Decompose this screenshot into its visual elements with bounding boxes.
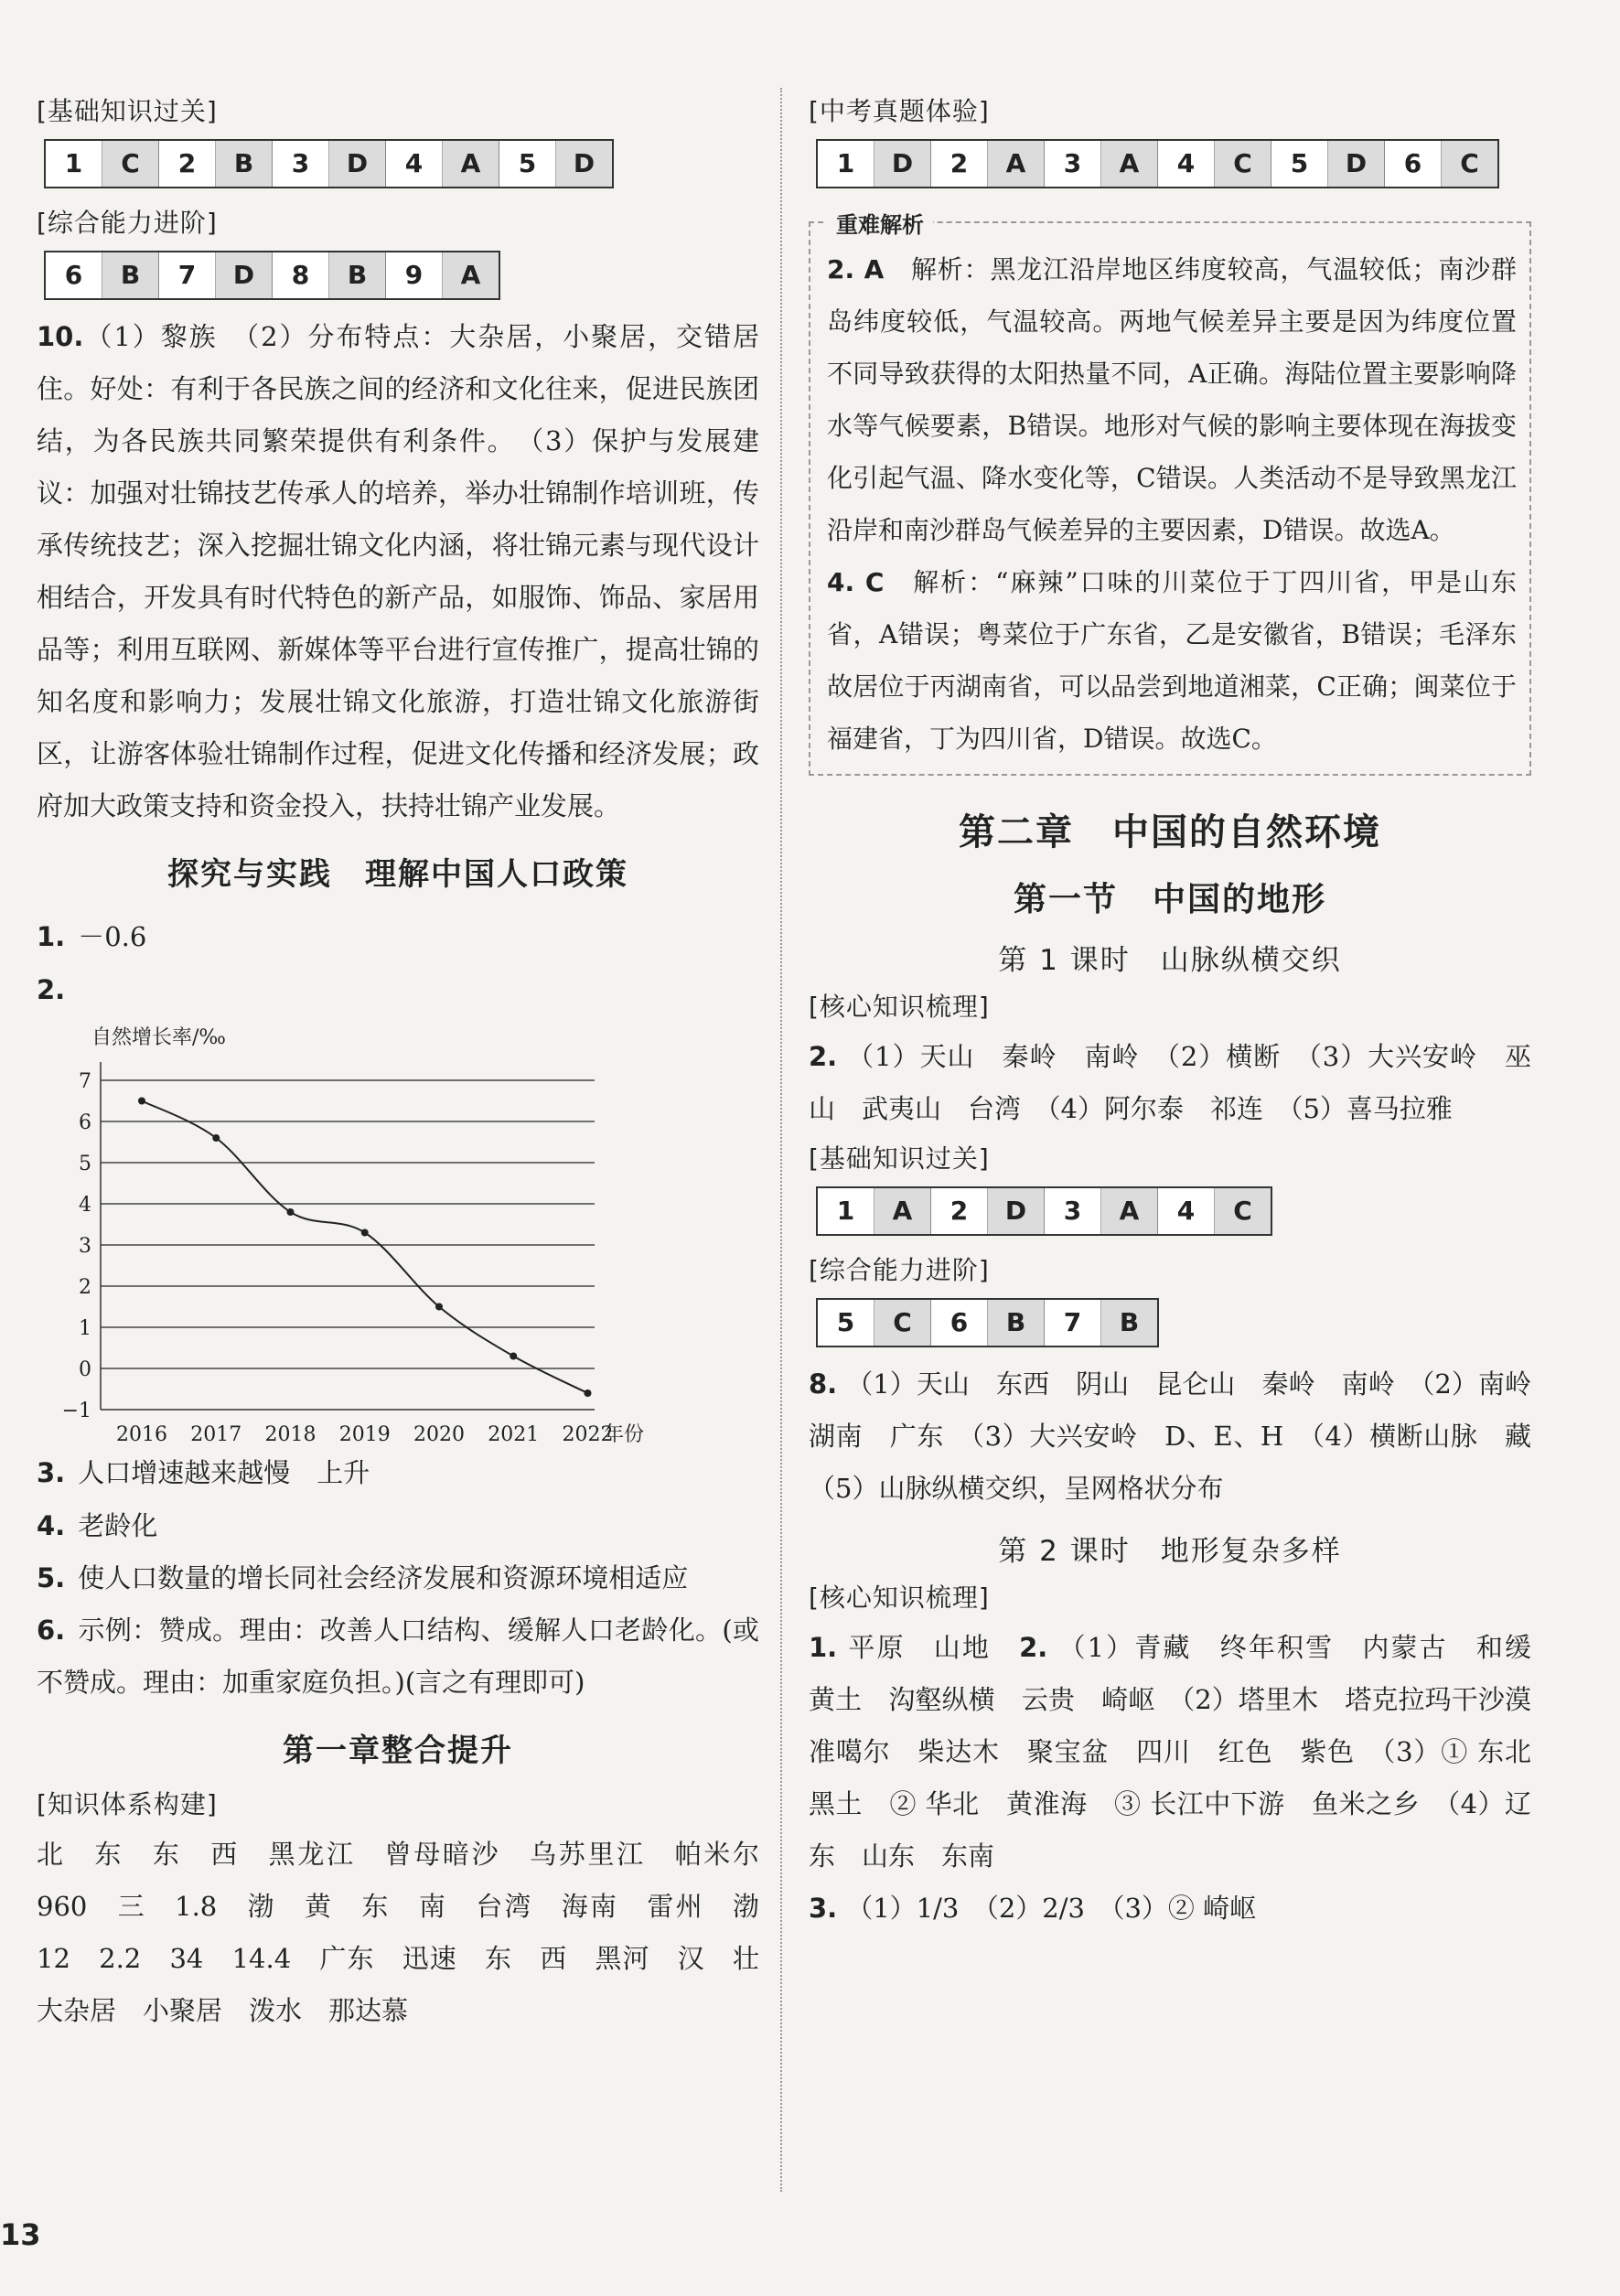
answer-cell: C xyxy=(1215,141,1271,187)
data-point xyxy=(361,1229,369,1237)
data-point xyxy=(212,1134,220,1142)
question-number: 6. xyxy=(37,1615,66,1646)
question-number-cell: 5 xyxy=(1271,141,1328,187)
answer-text: （1）天山 秦岭 南岭 （2）横断 （3）大兴安岭 巫山 武夷山 台湾 （4）阿尔泰 祁连 （5）喜马拉雅 xyxy=(809,1041,1531,1124)
answer-cell: B xyxy=(988,1300,1045,1346)
answer-cell: A xyxy=(988,141,1045,187)
answer-text: 人口增速越来越慢 上升 xyxy=(78,1457,370,1488)
answer-text: （1）黎族 （2）分布特点：大杂居，小聚居，交错居住。好处：有利于各民族之间的经济和文化往来，促进民族团结，为各民族共同繁荣提供有利条件。 （3）保护与发展建议：加强对壮锦技艺传承人的培养，举办壮锦制作培训班，传承传统技艺；深入挖掘壮锦文化内涵，将壮锦元素与现代设计相结合，开发具有时代特色的新产品，如服饰、饰品、家居用品等；利用互联网、新媒体等平台进行宣传推广，提高壮锦的知名度和影响力；发展壮锦文化旅游，打造壮锦文化旅游街区，让游客体验壮锦制作过程，促进文化传播和经济发展；政府加大政策支持和资金投入，扶持壮锦产业发展。 xyxy=(37,321,759,821)
section-label: [基础知识过关] xyxy=(37,96,218,126)
question-10 xyxy=(37,311,759,832)
answer-text: （1）天山 东西 阴山 昆仑山 秦岭 南岭 （2）南岭 湖南 广东 （3）大兴安岭 D、E、H （4）横断山脉 藏 （5）山脉纵横交织，呈网格状分布 xyxy=(809,1368,1559,1504)
x-tick-label: 2018 xyxy=(264,1423,316,1446)
answer-cell: A xyxy=(1101,1188,1158,1234)
question-number-cell: 4 xyxy=(1158,1188,1215,1234)
section-label: [综合能力进阶] xyxy=(37,208,218,238)
y-tick-label: 5 xyxy=(79,1153,91,1175)
chapter-title: 第二章 中国的自然环境 xyxy=(959,811,1381,853)
answer-cell: D xyxy=(556,141,612,187)
answer-text: （1）1/3 （2）2/3 （3）② 崎岖 xyxy=(846,1893,1257,1924)
lesson2-question-3 xyxy=(809,1883,1531,1935)
y-tick-label: 0 xyxy=(79,1358,91,1381)
question-number-cell: 4 xyxy=(1158,141,1215,187)
question-number-cell: 2 xyxy=(931,141,988,187)
question-number-cell: 3 xyxy=(1045,1188,1101,1234)
x-tick-label: 2017 xyxy=(190,1423,242,1446)
answer-text: （1）青藏 终年积雪 内蒙古 和缓 黄土 沟壑纵横 云贵 崎岖 （2）塔里木 塔克拉玛干沙漠 准噶尔 柴达木 聚宝盆 四川 红色 紫色 （3）① 东北 黑土 ② 华北 黄淮海 ③ 长江中下游 鱼米之乡 （4）辽东 山东 东南 xyxy=(809,1632,1559,1872)
y-tick-label: 7 xyxy=(79,1070,91,1093)
x-tick-label: 2021 xyxy=(488,1423,540,1446)
question-number-cell: 7 xyxy=(1045,1300,1101,1346)
answer-cell: B xyxy=(216,141,273,187)
x-tick-label: 2022 xyxy=(562,1423,614,1446)
question-number: 3. xyxy=(37,1457,66,1488)
question-number: 5. xyxy=(37,1562,66,1593)
answer-cell: C xyxy=(1215,1188,1271,1234)
question-number-cell: 2 xyxy=(159,141,216,187)
question-4 xyxy=(37,1499,759,1552)
answer-text: －0.6 xyxy=(78,921,147,952)
answer-table xyxy=(44,139,614,188)
y-tick-label: 2 xyxy=(79,1276,91,1299)
answer-cell: B xyxy=(329,252,386,298)
answer-cell: B xyxy=(102,252,159,298)
answer-cell: D xyxy=(874,141,931,187)
answer-cell: D xyxy=(988,1188,1045,1234)
question-number: 2. xyxy=(37,974,66,1005)
data-point xyxy=(510,1353,517,1360)
question-2 xyxy=(37,963,759,1446)
column-divider xyxy=(780,88,782,2192)
x-axis-label: 年份 xyxy=(604,1423,645,1446)
analysis-box xyxy=(809,212,1531,776)
y-tick-label: −1 xyxy=(61,1400,91,1422)
answer-cell: D xyxy=(329,141,386,187)
y-axis-label: 自然增长率/‰ xyxy=(91,1026,226,1049)
answer-cell: A xyxy=(443,141,499,187)
y-tick-label: 4 xyxy=(79,1194,91,1217)
lesson-title: 第 2 课时 地形复杂多样 xyxy=(998,1535,1342,1568)
question-number-cell: 7 xyxy=(159,252,216,298)
section-label: [核心知识梳理] xyxy=(809,1583,990,1613)
section-label: [基础知识过关] xyxy=(809,1143,990,1174)
section-title: 第一节 中国的地形 xyxy=(1013,881,1326,918)
question-number-cell: 2 xyxy=(931,1188,988,1234)
y-tick-label: 1 xyxy=(79,1317,91,1340)
y-tick-label: 6 xyxy=(79,1111,91,1134)
lesson1-question-8 xyxy=(809,1358,1559,1515)
right-column xyxy=(809,88,1559,1935)
x-tick-label: 2016 xyxy=(116,1423,167,1446)
section-heading: 第一章整合提升 xyxy=(283,1733,513,1769)
x-tick-label: 2019 xyxy=(338,1423,391,1446)
question-number-cell: 6 xyxy=(931,1300,988,1346)
analysis-text: 解析：“麻辣”口味的川菜位于丁四川省，甲是山东省，A错误；粤菜位于广东省，乙是安徽省，B错误；毛泽东故居位于丙湖南省，可以品尝到地道湘菜，C正确；闽菜位于福建省，丁为四川省，D错误。故选C。 xyxy=(827,567,1517,754)
data-point xyxy=(138,1098,145,1105)
left-column xyxy=(37,88,787,2037)
page-number: 13 xyxy=(0,2217,41,2252)
question-1 xyxy=(37,910,759,963)
section-label: [综合能力进阶] xyxy=(809,1255,990,1285)
answer-text: 示例：赞成。理由：改善人口结构、缓解人口老龄化。(或不赞成。理由：加重家庭负担。)(言之有理即可) xyxy=(37,1615,759,1698)
question-number-cell: 9 xyxy=(386,252,443,298)
question-number: 2. xyxy=(809,1041,838,1072)
question-number-cell: 8 xyxy=(273,252,329,298)
question-number-cell: 1 xyxy=(46,141,102,187)
question-number: 10. xyxy=(37,321,84,352)
lesson1-question-2 xyxy=(809,1031,1531,1135)
answer-cell: A xyxy=(1101,141,1158,187)
answer-cell: C xyxy=(102,141,159,187)
analysis-text: 解析：黑龙江沿岸地区纬度较高，气温较低；南沙群岛纬度较低，气温较高。两地气候差异主要是因为纬度位置不同导致获得的太阳热量不同，A正确。海陆位置主要影响降水等气候要素，B错误。地形对气候的影响主要体现在海拔变化引起气温、降水变化等，C错误。人类活动不是导致黑龙江沿岸和南沙群岛气候差异的主要因素，D错误。故选A。 xyxy=(827,254,1517,545)
answer-text: 平原 山地 xyxy=(846,1632,1020,1663)
section-label: [核心知识梳理] xyxy=(809,992,990,1022)
answer-cell: A xyxy=(874,1188,931,1234)
answer-cell: A xyxy=(443,252,499,298)
answer-cell: D xyxy=(216,252,273,298)
question-number: 3. xyxy=(809,1893,838,1924)
data-point xyxy=(435,1304,443,1311)
question-number: 4. xyxy=(37,1510,66,1541)
analysis-2 xyxy=(827,243,1517,556)
lesson2-questions xyxy=(809,1622,1559,1883)
answer-cell: D xyxy=(1328,141,1385,187)
question-number-cell: 3 xyxy=(1045,141,1101,187)
question-number-cell: 6 xyxy=(1385,141,1442,187)
answer-table xyxy=(44,251,500,300)
data-point xyxy=(287,1208,295,1216)
question-number: 8. xyxy=(809,1368,838,1400)
data-point xyxy=(585,1389,592,1397)
section-label: [知识体系构建] xyxy=(37,1789,218,1819)
question-number-cell: 6 xyxy=(46,252,102,298)
analysis-4 xyxy=(827,556,1517,765)
answer-cell: C xyxy=(1442,141,1497,187)
population-growth-chart xyxy=(46,1016,723,1446)
answer-cell: B xyxy=(1101,1300,1157,1346)
question-number-cell: 4 xyxy=(386,141,443,187)
answer-table xyxy=(816,1186,1272,1236)
question-number-cell: 1 xyxy=(818,1188,874,1234)
question-3 xyxy=(37,1446,759,1499)
question-number: 2. A xyxy=(827,254,885,284)
question-number: 1. xyxy=(37,921,66,952)
answer-table xyxy=(816,139,1499,188)
lesson-title: 第 1 课时 山脉纵横交织 xyxy=(998,944,1342,977)
y-tick-label: 3 xyxy=(79,1235,91,1258)
question-number: 2. xyxy=(1019,1632,1048,1663)
question-number-cell: 1 xyxy=(818,141,874,187)
answer-table xyxy=(816,1298,1159,1347)
section-label: [中考真题体验] xyxy=(809,96,990,126)
answer-text: 使人口数量的增长同社会经济发展和资源环境相适应 xyxy=(78,1562,689,1593)
analysis-tag: 重难解析 xyxy=(827,207,933,239)
x-tick-label: 2020 xyxy=(413,1423,465,1446)
answer-cell: C xyxy=(874,1300,931,1346)
knowledge-answers: 北 东 东 西 黑龙江 曾母暗沙 乌苏里江 帕米尔 960 三 1.8 渤 黄 东 南 台湾 海南 雷州 渤 12 2.2 34 14.4 广东 迅速 东 西 黑河 汉 壮 大杂居 小聚居 泼水 那达慕 xyxy=(37,1839,787,2026)
answer-text: 老龄化 xyxy=(78,1510,158,1541)
question-6 xyxy=(37,1604,759,1709)
question-number-cell: 5 xyxy=(818,1300,874,1346)
question-5 xyxy=(37,1552,759,1604)
section-heading: 探究与实践 理解中国人口政策 xyxy=(167,856,628,893)
question-number-cell: 5 xyxy=(499,141,556,187)
series-line xyxy=(142,1101,588,1394)
question-number: 1. xyxy=(809,1632,838,1663)
question-number: 4. C xyxy=(827,567,885,597)
question-number-cell: 3 xyxy=(273,141,329,187)
